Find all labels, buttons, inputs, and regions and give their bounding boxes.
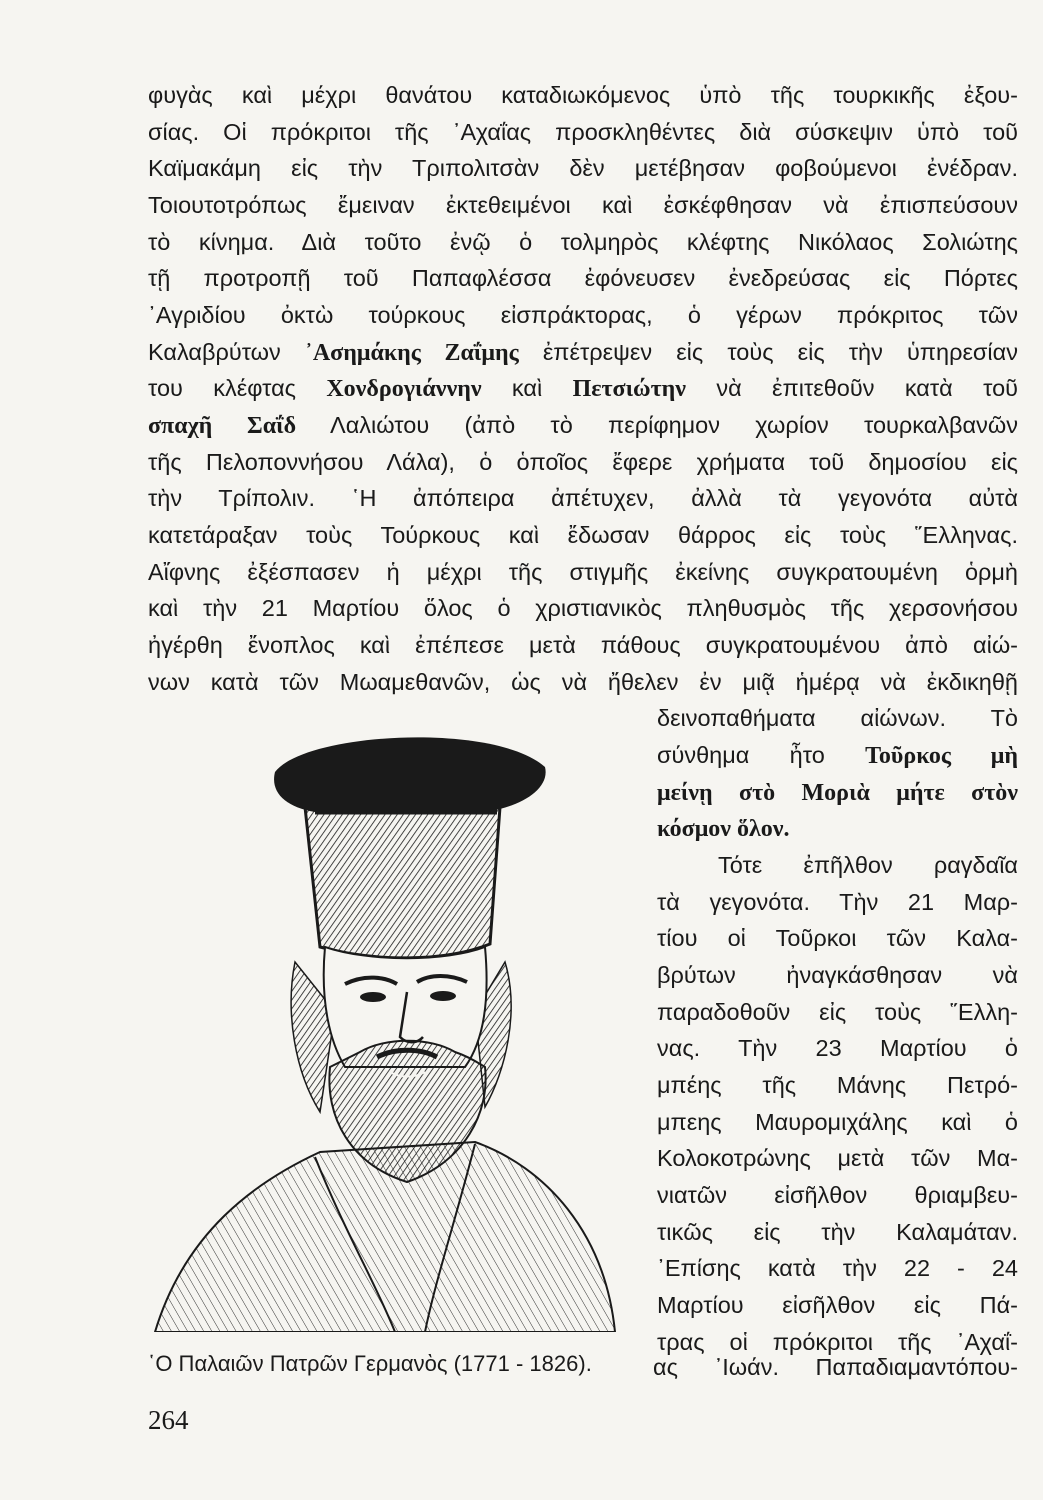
- bold-slogan: Τοῦρκος μὴ: [865, 743, 1018, 769]
- column-line: [657, 811, 1018, 846]
- text-run: τὴν Τρίπολιν. ῾Η ἀπόπειρα ἀπέτυχεν, ἀλλὰ τὰ γεγονότα αὐτὰ: [148, 485, 1018, 511]
- text-run: νιατῶν εἰσῆλθον θριαμβευ-: [657, 1182, 1018, 1208]
- text-line: [148, 115, 1018, 149]
- text-run: του κλέφτας: [148, 375, 327, 401]
- text-run: ᾿Αγριδίου ὀκτὼ τούρκους εἰσπράκτορας, ὁ γέρων πρόκριτος τῶν: [148, 302, 1018, 328]
- bold-name: ᾿Ασημάκης Ζαΐμης: [304, 340, 519, 366]
- text-line: [148, 298, 1018, 332]
- bold-name: σπαχῆ Σαΐδ: [148, 413, 297, 439]
- column-line: [657, 958, 1018, 992]
- text-line: [148, 591, 1018, 625]
- text-run: καὶ: [481, 375, 573, 401]
- column-line: [657, 995, 1018, 1029]
- text-run: Καϊμακάμη εἰς τὴν Τριπολιτσὰν δὲν μετέβησαν φοβούμενοι ἐνέδραν.: [148, 155, 1018, 181]
- bold-slogan: μείνῃ στὸ Μοριὰ μήτε στὸν: [657, 780, 1018, 806]
- column-line: [657, 921, 1018, 955]
- text-line: [148, 665, 1018, 699]
- column-line: [657, 1068, 1018, 1102]
- text-run: τῇ προτροπῇ τοῦ Παπαφλέσσα ἐφόνευσεν ἐνεδρεύσας εἰς Πόρτες: [148, 265, 1018, 291]
- column-line: [657, 1215, 1018, 1249]
- bold-name: Πετσιώτην: [572, 376, 686, 402]
- text-run: σύνθημα ἦτο: [657, 742, 866, 768]
- text-line: [148, 518, 1018, 552]
- column-line: [657, 1178, 1018, 1212]
- portrait-engraving: [145, 712, 645, 1332]
- text-run: ἠγέρθη ἔνοπλος καὶ ἐπέπεσε μετὰ πάθους συγκρατουμένου ἀπὸ αἰώ-: [148, 632, 1018, 658]
- text-run: μπέης τῆς Μάνης Πετρό-: [657, 1072, 1018, 1098]
- text-run: Λαλιώτου (ἀπὸ τὸ περίφημον χωρίον τουρκαλβανῶν: [296, 412, 1018, 438]
- text-line: [148, 371, 1018, 406]
- text-run: Τοιουτοτρόπως ἔμειναν ἐκτεθειμένοι καὶ ἐσκέφθησαν νὰ ἐπισπεύσουν: [148, 192, 1018, 218]
- text-run: ας ᾿Ιωάν. Παπαδιαμαντόπου-: [653, 1354, 1018, 1380]
- text-run: καὶ τὴν 21 Μαρτίου ὅλος ὁ χριστιανικὸς πληθυσμὸς τῆς χερσονήσου: [148, 595, 1018, 621]
- text-run: κατετάραξαν τοὺς Τούρκους καὶ ἔδωσαν θάρρος εἰς τοὺς ῞Ελληνας.: [148, 522, 1018, 548]
- column-line: [657, 1288, 1018, 1322]
- column-line: [657, 1251, 1018, 1285]
- column-line: [657, 1031, 1018, 1065]
- text-run: τὸ κίνημα. Διὰ τοῦτο ἐνῷ ὁ τολμηρὸς κλέφτης Νικόλαος Σολιώτης: [148, 229, 1018, 255]
- text-run: σίας. Οἱ πρόκριτοι τῆς ᾿Αχαΐας προσκληθέντες διὰ σύσκεψιν ὑπὸ τοῦ: [148, 119, 1018, 145]
- column-line: [657, 775, 1018, 810]
- text-run: βρύτων ἠναγκάσθησαν νὰ: [657, 962, 1018, 988]
- text-run: Καλαβρύτων: [148, 339, 305, 365]
- text-line: [148, 335, 1018, 370]
- text-run: τῆς Πελοποννήσου Λάλα), ὁ ὁποῖος ἔφερε χρήματα τοῦ δημοσίου εἰς: [148, 449, 1018, 475]
- text-run: μπεης Μαυρομιχάλης καὶ ὁ: [657, 1109, 1018, 1135]
- figure-caption: ῾Ο Παλαιῶν Πατρῶν Γερμανὸς (1771 - 1826).: [148, 1351, 592, 1376]
- column-line: [718, 848, 1018, 882]
- text-line: [148, 445, 1018, 479]
- text-run: νων κατὰ τῶν Μωαμεθανῶν, ὡς νὰ ἤθελεν ἐν μιᾷ ἡμέρᾳ νὰ ἐκδικηθῇ: [148, 669, 1018, 695]
- text-line: [148, 151, 1018, 185]
- text-run: νας. Τὴν 23 Μαρτίου ὁ: [657, 1035, 1018, 1061]
- text-line: [148, 481, 1018, 515]
- column-line: [657, 1105, 1018, 1139]
- column-line: [653, 1350, 1018, 1384]
- text-line: [148, 628, 1018, 662]
- text-run: φυγὰς καὶ μέχρι θανάτου καταδιωκόμενος ὑπὸ τῆς τουρκικῆς ἐξου-: [148, 82, 1018, 108]
- text-run: Τότε ἐπῆλθον ραγδαῖα: [718, 852, 1018, 878]
- text-line: [148, 188, 1018, 222]
- text-line: [148, 78, 1018, 112]
- text-run: δεινοπαθήματα αἰώνων. Τὸ: [657, 705, 1018, 731]
- bold-slogan: κόσμον ὅλον.: [657, 816, 790, 842]
- text-run: Κολοκοτρώνης μετὰ τῶν Μα-: [657, 1145, 1018, 1171]
- text-run: νὰ ἐπιτεθοῦν κατὰ τοῦ: [686, 375, 1018, 401]
- text-line: [148, 408, 1018, 443]
- text-run: Αἴφνης ἐξέσπασεν ἡ μέχρι τῆς στιγμῆς ἐκείνης συγκρατουμένη ὁρμὴ: [148, 559, 1018, 585]
- page-number: 264: [148, 1405, 189, 1435]
- text-run: τρας οἱ πρόκριτοι τῆς ᾿Αχαΐ-: [657, 1329, 1018, 1355]
- text-run: τίου οἱ Τοῦρκοι τῶν Καλα-: [657, 925, 1018, 951]
- text-run: Μαρτίου εἰσῆλθον εἰς Πά-: [657, 1292, 1018, 1318]
- column-line: [657, 701, 1018, 735]
- text-run: ἐπέτρεψεν εἰς τοὺς εἰς τὴν ὑπηρεσίαν: [518, 339, 1018, 365]
- text-line: [148, 555, 1018, 589]
- text-run: παραδοθοῦν εἰς τοὺς ῞Ελλη-: [657, 999, 1018, 1025]
- text-run: ᾿Επίσης κατὰ τὴν 22 - 24: [657, 1255, 1018, 1281]
- column-line: [657, 885, 1018, 919]
- text-run: τὰ γεγονότα. Τὴν 21 Μαρ-: [657, 889, 1018, 915]
- text-run: τικῶς εἰς τὴν Καλαμάταν.: [657, 1219, 1018, 1245]
- column-line: [657, 738, 1018, 773]
- text-line: [148, 261, 1018, 295]
- column-line: [657, 1141, 1018, 1175]
- text-line: [148, 225, 1018, 259]
- bold-name: Χονδρογιάννην: [326, 376, 482, 402]
